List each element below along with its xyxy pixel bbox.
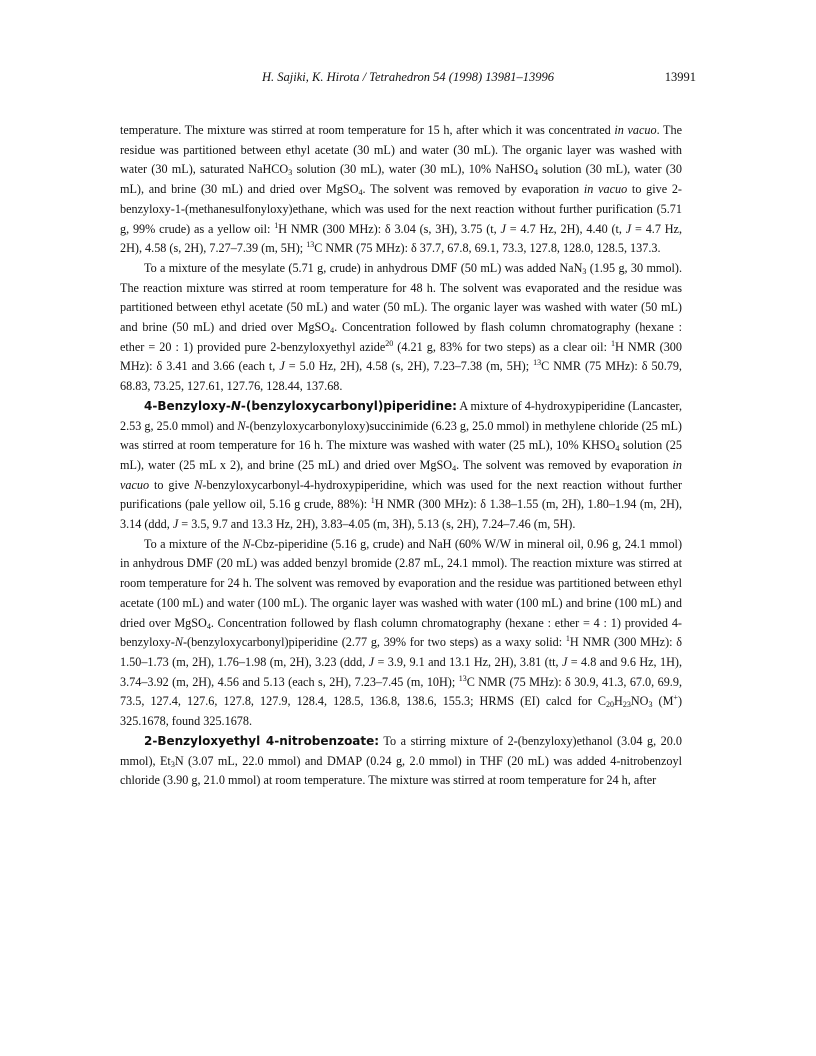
text-run: J [279,359,285,374]
paragraph-mesylate [120,121,682,259]
text-run: = 3.9, 9.1 and 13.1 Hz, 2H), 3.81 (tt, [374,654,562,669]
text-run: J [500,221,506,236]
text-run: ) 325.1678, found 325.1678. [120,694,682,729]
text-run: = 5.0 Hz, 2H), 4.58 (s, 2H), 7.23–7.38 (m, 5H); [284,359,534,374]
text-run: 3 [288,168,293,178]
text-run: 13 [306,240,315,250]
running-header [120,70,696,90]
journal-citation: H. Sajiki, K. Hirota / Tetrahedron 54 (1998) 13981–13996 [261,70,555,84]
text-run: J [368,654,375,669]
text-run: N [242,536,251,551]
text-run: 13 [533,358,542,368]
text-run: = 4.7 Hz, 2H), 4.58 (s, 2H), 7.27–7.39 (m, 5H); [120,221,683,256]
section-heading: 4-Benzyloxy- [144,398,231,413]
text-run: 4 [358,188,363,198]
page-number: 13991 [664,70,696,84]
text-run: J [561,654,568,669]
text-run: H [614,694,623,709]
text-run: J [172,517,179,532]
text-run: 1 [565,634,570,644]
text-run: solution (30 mL), water (30 mL), 10% NaHSO [292,162,534,177]
text-run: H NMR (300 MHz): δ 1.38–1.55 (m, 2H), 1.80–1.94 (m, 2H), 3.14 (ddd, [120,497,682,532]
paragraph-benzylation [120,535,682,732]
text-run: 1 [611,338,615,348]
text-run: N (3.07 mL, 22.0 mmol) and DMAP (0.24 g, 2.0 mmol) in THF (20 mL) was added 4-nitrobenzoyl chloride (3.90 g, 21.0 mmol) at room temperature. The mixture was stirred at room temperature for 24 h, after [120,753,682,788]
text-run: 4 [533,168,538,178]
text-run: 13 [458,673,467,683]
text-run: 20 [606,700,615,710]
text-run: . Concentration followed by flash column chromatography (hexane : ether = 4 : 1) provided 4-benzyloxy- [120,615,682,650]
text-run: C NMR (75 MHz): δ 30.9, 41.3, 67.0, 69.9, 73.5, 127.4, 127.6, 127.8, 127.9, 128.4, 128.5, 136.8, 138.6, 155.3; HRMS (EI) calcd for C [120,674,682,709]
text-run: 1 [370,496,375,506]
section-heading: N [230,398,241,413]
text-run: . The solvent was removed by evaporation [362,182,584,197]
text-run: to give 2-benzyloxy-1-(methanesulfonyloxy)ethane, which was used for the next reaction without further purification (5.71 g, 99% crude) as a yellow oil: [120,182,682,236]
text-run: in vacuo [120,457,682,492]
paragraph-cbz-piperidine [120,397,682,535]
text-run: solution (25 mL), water (25 mL x 2), and brine (25 mL) and dried over MgSO [120,438,682,472]
text-run: 1 [274,220,279,230]
text-run: (M [652,694,674,709]
text-run: N [237,418,246,433]
text-run: to give [149,477,195,492]
text-run: 4 [452,463,457,473]
text-run: To a mixture of the [144,536,243,551]
text-run: 20 [385,338,394,348]
section-heading: -(benzyloxycarbonyl)piperidine: [240,398,457,413]
text-run: = 4.7 Hz, 2H), 4.40 (t, [505,221,626,236]
text-run: 4 [330,326,335,336]
text-run: -(benzyloxycarbonyl)piperidine (2.77 g, 39% for two steps) as a waxy solid: [182,635,566,650]
text-run: . Concentration followed by flash column chromatography (hexane : ether = 20 : 1) provided pure 2-benzyloxyethyl azide [120,320,683,354]
text-run: temperature. The mixture was stirred at room temperature for 15 h, after which it was concentrated [120,123,615,137]
text-run: To a stirring mixture of 2-(benzyloxy)ethanol (3.04 g, 20.0 mmol), Et [120,733,683,768]
text-run: 4 [615,444,620,454]
text-run: H NMR (300 MHz): δ 3.04 (s, 3H), 3.75 (t, [278,221,501,236]
text-run: . The residue was partitioned between ethyl acetate (30 mL) and water (30 mL). The organic layer was washed with water (30 mL), saturated NaHCO [120,123,682,177]
text-run: 3 [170,759,175,769]
text-run: in vacuo [583,182,628,197]
body-text [120,121,682,791]
text-run: C NMR (75 MHz): δ 37.7, 67.8, 69.1, 73.3, 127.8, 128.0, 128.5, 137.3. [314,241,661,256]
text-run: To a mixture of the mesylate (5.71 g, crude) in anhydrous DMF (50 mL) was added NaN [144,260,583,275]
text-run: (1.95 g, 30 mmol). The reaction mixture was stirred at room temperature for 48 h. The solvent was evaporated and the residue was partitioned between ethyl acetate (50 mL) and water (50 mL). The organic layer was washed with water (50 mL) and brine (50 mL) and dried over MgSO [120,260,683,335]
paragraph-azide [120,259,682,397]
text-run: -benzyloxycarbonyl-4-hydroxypiperidine, which was used for the next reaction without further purifications (pale yellow oil, 5.16 g crude, 88%): [120,477,683,512]
text-run: . The solvent was removed by evaporation [456,457,673,472]
text-run: 3 [582,266,587,276]
text-run: 4 [206,621,211,631]
text-run: N [174,635,183,650]
text-run: + [673,693,678,703]
text-run: C NMR (75 MHz): δ 50.79, 68.83, 73.25, 127.61, 127.76, 128.44, 137.68. [120,359,682,394]
text-run: -(benzyloxycarbonyloxy)succinimide (6.23 g, 25.0 mmol) in methylene chloride (25 mL) was stirred at room temperature for 16 h. The mixture was washed with water (25 mL), 10% KHSO [120,418,682,453]
text-run: J [625,221,632,236]
text-run: = 3.5, 9.7 and 13.3 Hz, 2H), 3.83–4.05 (m, 3H), 5.13 (s, 2H), 7.24–7.46 (m, 5H). [178,517,576,532]
text-run: H NMR (300 MHz): δ 1.50–1.73 (m, 2H), 1.76–1.98 (m, 2H), 3.23 (ddd, [120,635,682,669]
text-run: A mixture of 4-hydroxypiperidine (Lancaster, 2.53 g, 25.0 mmol) and [120,398,682,433]
text-run: NO [630,694,649,709]
text-run: (4.21 g, 83% for two steps) as a clear oil: [393,339,611,354]
paragraph-nitrobenzoate [120,732,682,791]
text-run: solution (30 mL), water (30 mL), and brine (30 mL) and dried over MgSO [120,162,682,197]
text-run: = 4.8 and 9.6 Hz, 1H), 3.74–3.92 (m, 2H), 4.56 and 5.13 (each s, 2H), 7.23–7.45 (m, 10H); [120,654,683,689]
text-run: N [194,477,203,492]
text-run: -Cbz-piperidine (5.16 g, crude) and NaH (60% W/W in mineral oil, 0.96 g, 24.1 mmol) in anhydrous DMF (20 mL) was added benzyl bromide (2.87 mL, 24.1 mmol). The reaction mixture was stirred at room temperature for 24 h. The solvent was removed by evaporation and the residue was partitioned between ethyl acetate (100 mL) and water (100 mL). The organic layer was washed with water (100 mL) and brine (100 mL) and dried over MgSO [120,536,682,630]
text-run: 23 [622,700,631,710]
section-heading: 2-Benzyloxyethyl 4-nitrobenzoate: [144,733,380,748]
text-run: 3 [648,700,653,710]
text-run: H NMR (300 MHz): δ 3.41 and 3.66 (each t, [120,339,682,374]
text-run: in vacuo [614,123,657,137]
